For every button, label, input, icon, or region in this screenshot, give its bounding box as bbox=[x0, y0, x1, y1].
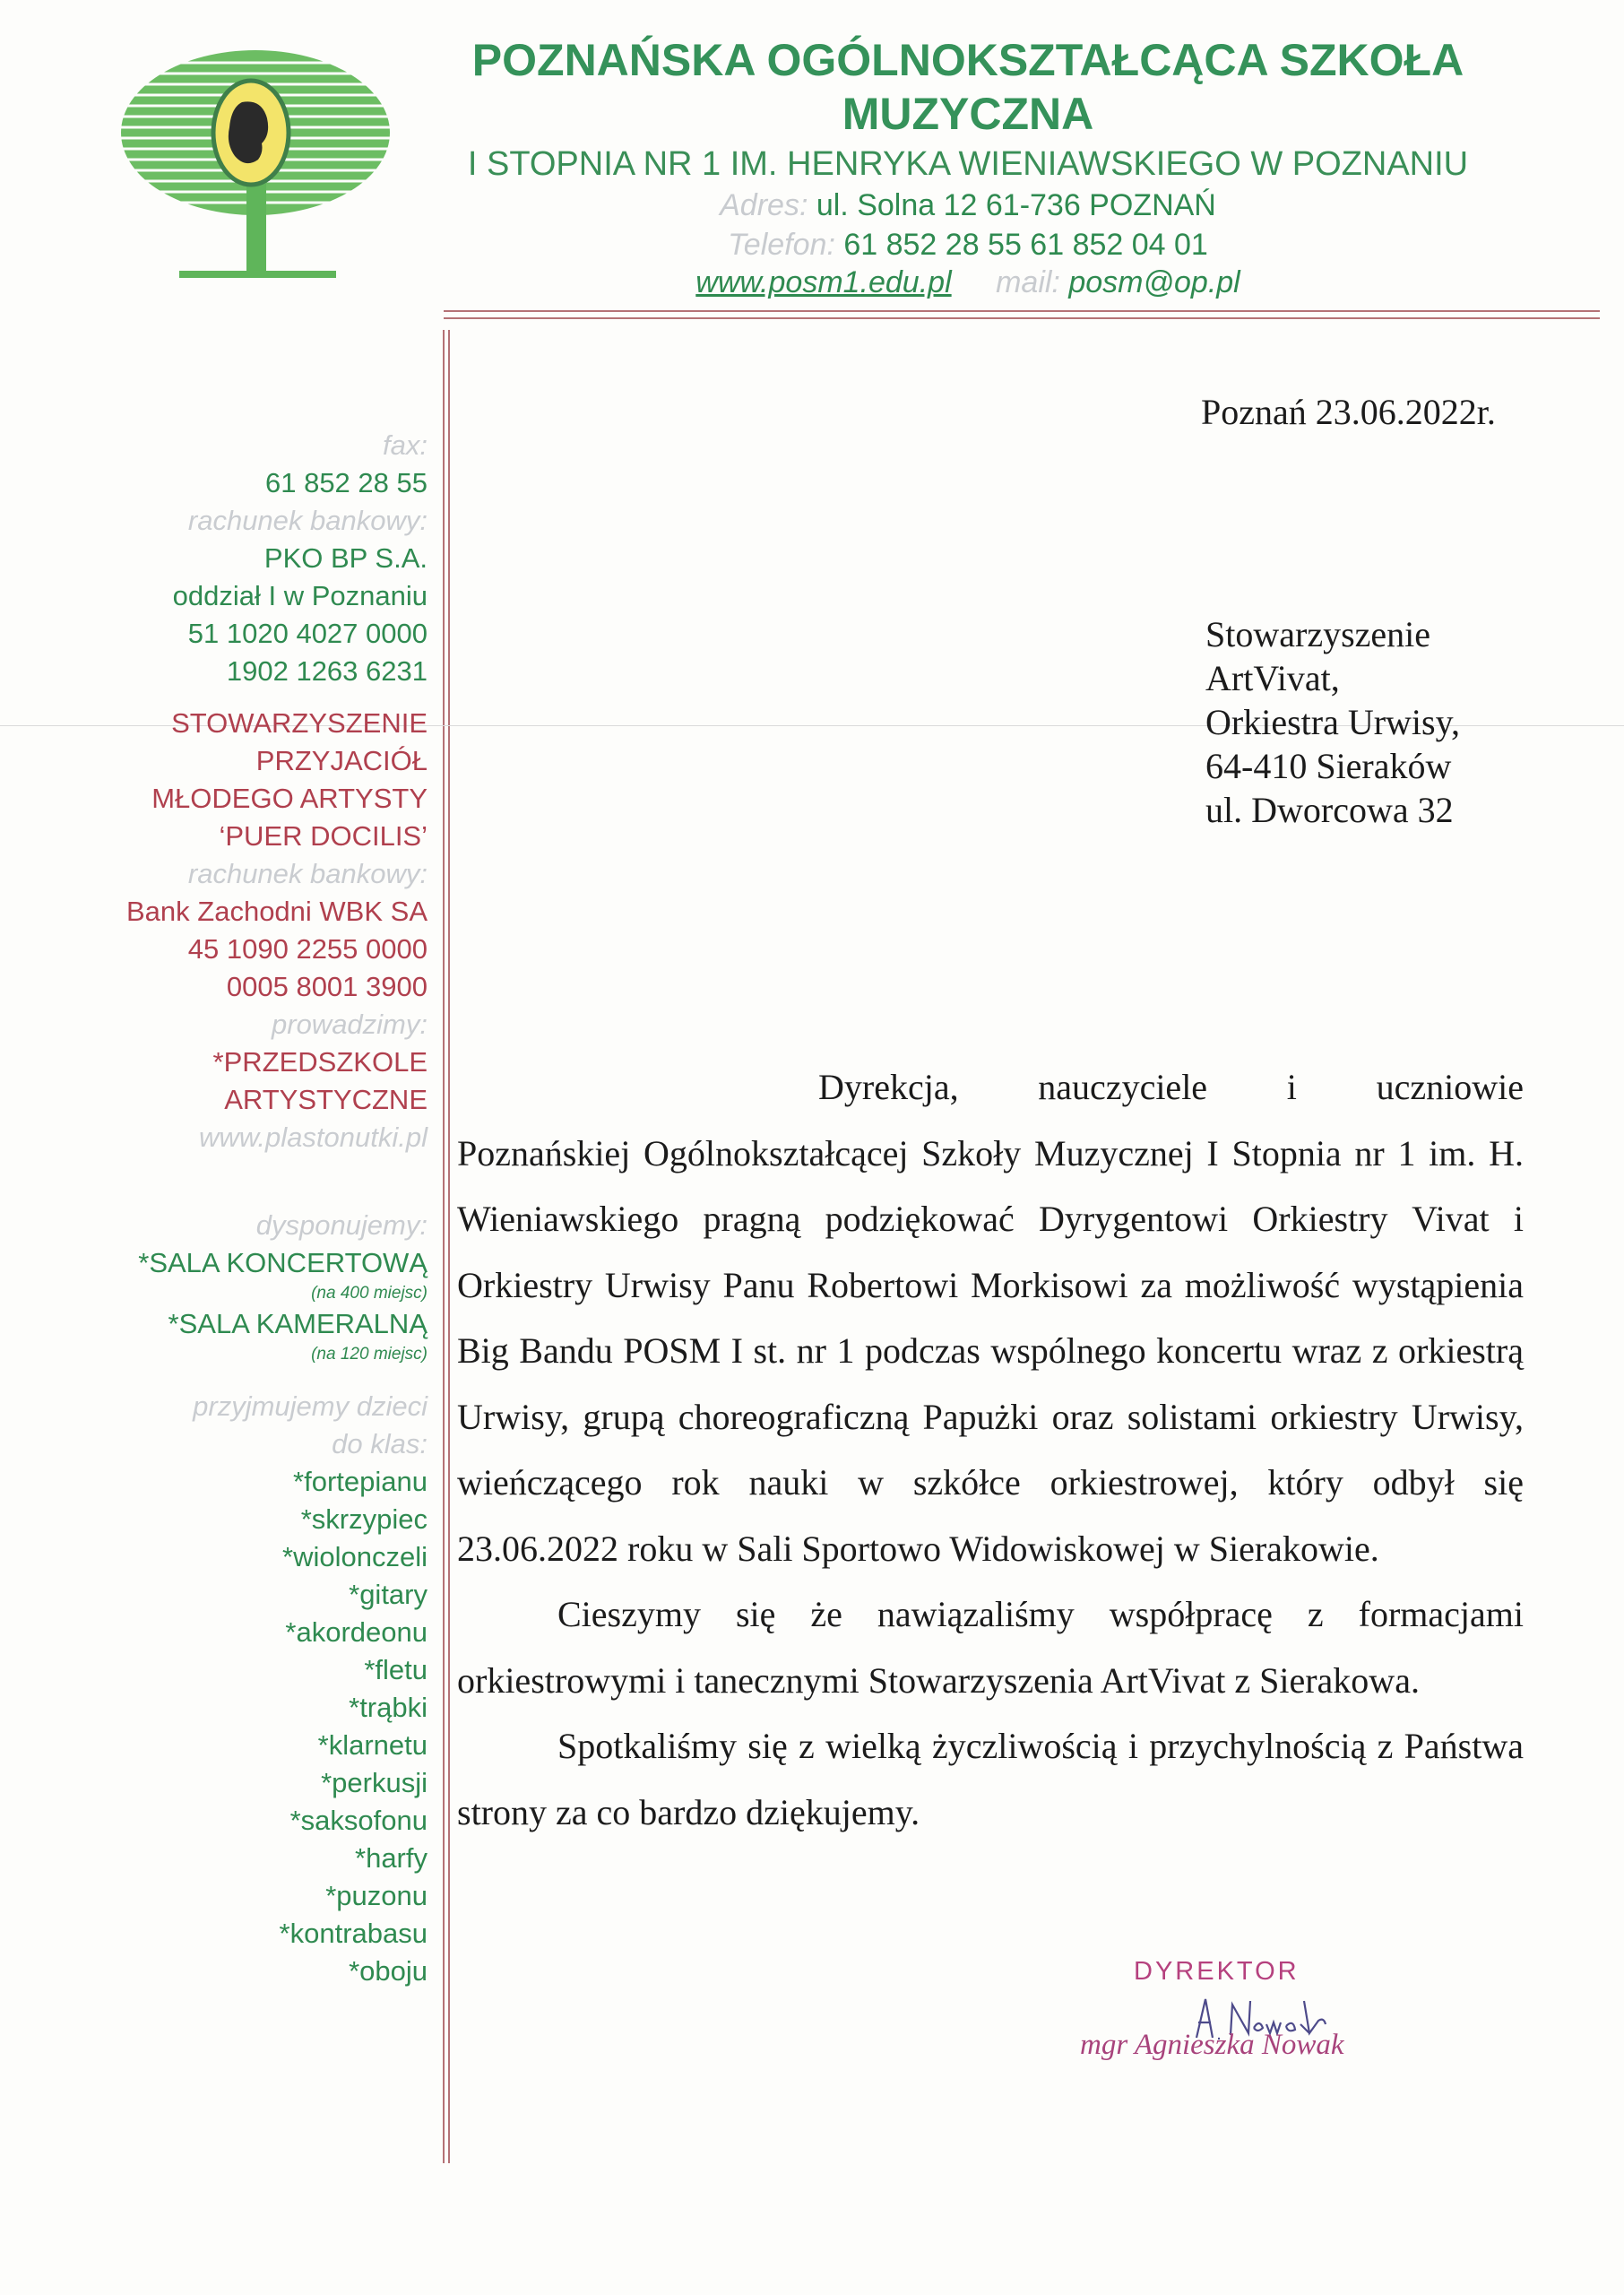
signatory-name: mgr Agnieszka Nowak bbox=[1080, 2029, 1344, 2061]
recipient-line: ul. Dworcowa 32 bbox=[1205, 790, 1454, 830]
paragraph-2: Cieszymy się że nawiązaliśmy współpracę z formacjami orkiestrowymi i tanecznymi Stowarzyszenia ArtVivat z Sierakowa. bbox=[457, 1594, 1524, 1701]
bank-account-1: 51 1020 4027 0000 bbox=[187, 618, 428, 649]
accept-label-1: przyjmujemy dzieci bbox=[193, 1390, 428, 1422]
paragraph-1-first-line: Dyrekcja, nauczyciele i uczniowie bbox=[818, 1067, 1524, 1107]
bank-branch: oddział I w Poznaniu bbox=[172, 580, 428, 611]
class-item: *skrzypiec bbox=[300, 1503, 428, 1535]
hall-1: *SALA KONCERTOWĄ bbox=[138, 1247, 428, 1278]
phone-value: 61 852 28 55 61 852 04 01 bbox=[843, 228, 1208, 262]
association-bank-label: rachunek bankowy: bbox=[187, 858, 428, 889]
run-website: www.plastonutki.pl bbox=[198, 1122, 428, 1153]
header-rule-bottom bbox=[444, 317, 1600, 319]
address-line bbox=[466, 190, 1470, 221]
paragraph-1-rest: Poznańskiej Ogólnokształcącej Szkoły Muzycznej I Stopnia nr 1 im. H. Wieniawskiego pragną podziękować Dyrygentowi Orkiestry Vivat i Orkiestry Urwisy Panu Robertowi Morkisowi za możliwość wystąpienia Big Bandu POSM I st. nr 1 podczas wspólnego koncertu wraz z orkiestrą Urwisy, grupą choreograficzną Papużki oraz solistami orkiestry Urwisy, wieńczącego rok nauki w szkółce orkiestrowej, który odbył się 23.06.2022 roku w Sali Sportowo Widowiskowej w Sierakowie. bbox=[457, 1132, 1524, 1569]
mail-value: posm@op.pl bbox=[1068, 265, 1240, 299]
class-item: *fortepianu bbox=[293, 1466, 428, 1497]
fax-label: fax: bbox=[383, 429, 428, 461]
class-item: *harfy bbox=[355, 1842, 428, 1874]
association-line-1: STOWARZYSZENIE bbox=[171, 707, 428, 739]
class-item: *oboju bbox=[349, 1955, 428, 1987]
signature-title: DYREKTOR bbox=[1134, 1957, 1300, 1986]
fax-value: 61 852 28 55 bbox=[264, 467, 428, 498]
recipient-line: 64-410 Sieraków bbox=[1205, 746, 1452, 786]
paragraph-3: Spotkaliśmy się z wielką życzliwością i przychylnością z Państwa strony za co bardzo dziękujemy. bbox=[457, 1726, 1524, 1832]
hall-2-note: (na 120 miejsc) bbox=[311, 1345, 428, 1364]
association-account-2: 0005 8001 3900 bbox=[226, 971, 428, 1002]
header-rule-top bbox=[444, 310, 1600, 312]
recipient-line: Stowarzyszenie bbox=[1205, 614, 1431, 654]
accept-label-2: do klas: bbox=[332, 1428, 428, 1459]
vertical-divider-right bbox=[448, 330, 450, 2163]
class-item: *klarnetu bbox=[317, 1729, 428, 1761]
school-logo-tree bbox=[117, 27, 394, 287]
run-label: prowadzimy: bbox=[272, 1009, 428, 1040]
mail-label: mail: bbox=[996, 265, 1060, 299]
bank-label: rachunek bankowy: bbox=[187, 505, 428, 536]
class-item: *perkusji bbox=[321, 1767, 428, 1798]
school-name-line2: MUZYCZNA bbox=[842, 89, 1094, 139]
vertical-divider-left bbox=[443, 330, 445, 2163]
hall-2: *SALA KAMERALNĄ bbox=[168, 1308, 428, 1339]
address-value: ul. Solna 12 61-736 POZNAŃ bbox=[816, 188, 1216, 222]
have-label: dysponujemy: bbox=[255, 1209, 428, 1241]
bank-account-2: 1902 1263 6231 bbox=[226, 655, 428, 687]
bank-name: PKO BP S.A. bbox=[263, 542, 428, 574]
website-link[interactable]: www.posm1.edu.pl bbox=[695, 265, 952, 299]
class-list bbox=[51, 1463, 428, 1990]
association-line-3: MŁODEGO ARTYSTY bbox=[151, 783, 428, 814]
hall-1-note: (na 400 miejsc) bbox=[311, 1284, 428, 1303]
school-name-line1: POZNAŃSKA OGÓLNOKSZTAŁCĄCA SZKOŁA bbox=[471, 35, 1464, 85]
class-item: *akordeonu bbox=[285, 1616, 428, 1648]
run-item-2: ARTYSTYCZNE bbox=[224, 1084, 428, 1115]
association-account-1: 45 1090 2255 0000 bbox=[187, 933, 428, 965]
class-item: *gitary bbox=[349, 1579, 428, 1610]
letter-date: Poznań 23.06.2022r. bbox=[1201, 392, 1496, 432]
association-line-4: ‘PUER DOCILIS’ bbox=[219, 820, 428, 852]
sidebar bbox=[51, 427, 428, 1990]
contact-line bbox=[466, 267, 1470, 298]
class-item: *saksofonu bbox=[289, 1805, 428, 1836]
letter-body bbox=[457, 1054, 1524, 1845]
phone-label: Telefon: bbox=[728, 228, 835, 262]
recipient-line: Orkiestra Urwisy, bbox=[1205, 702, 1461, 742]
class-item: *wiolonczeli bbox=[282, 1541, 428, 1572]
association-bank-name: Bank Zachodni WBK SA bbox=[126, 896, 428, 927]
recipient-line: ArtVivat, bbox=[1205, 658, 1340, 698]
run-item-1: *PRZEDSZKOLE bbox=[212, 1046, 428, 1078]
class-item: *trąbki bbox=[349, 1692, 428, 1723]
paragraph-1 bbox=[457, 1054, 1524, 1581]
phone-line bbox=[466, 230, 1470, 260]
school-name-line3: I STOPNIA NR 1 IM. HENRYKA WIENIAWSKIEGO W POZNANIU bbox=[467, 145, 1469, 183]
recipient-address bbox=[1205, 612, 1460, 832]
class-item: *kontrabasu bbox=[279, 1918, 428, 1949]
class-item: *puzonu bbox=[325, 1880, 428, 1911]
association-line-2: PRZYJACIÓŁ bbox=[255, 745, 428, 776]
address-label: Adres: bbox=[720, 188, 808, 222]
class-item: *fletu bbox=[364, 1654, 428, 1685]
